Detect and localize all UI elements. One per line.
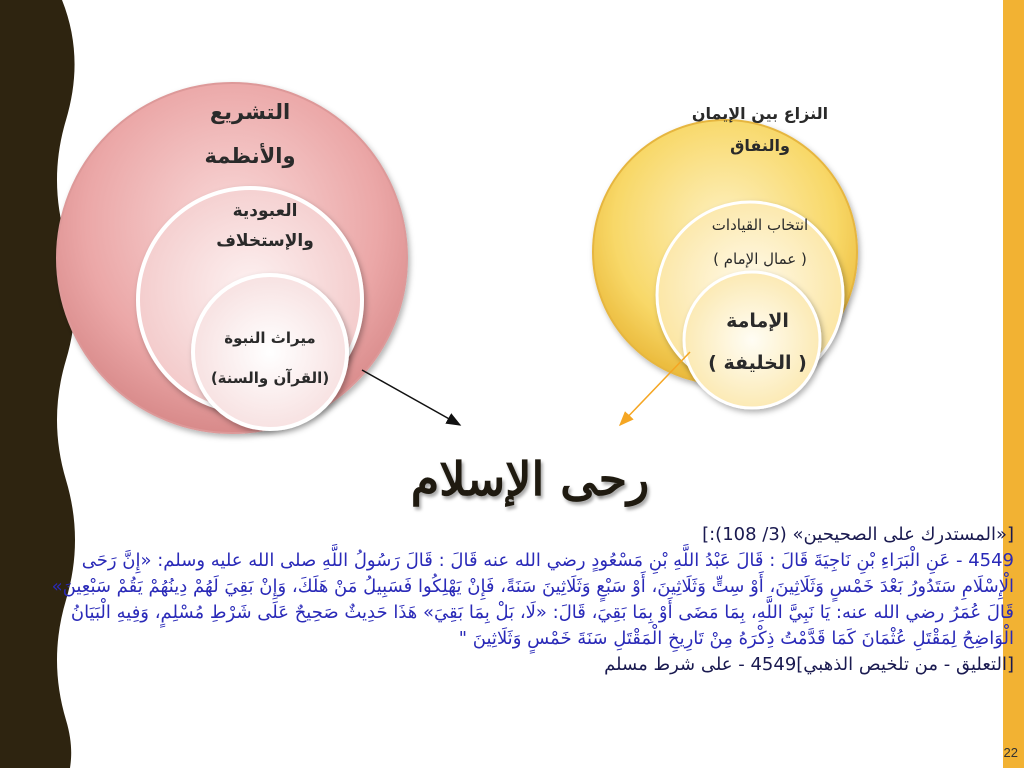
left-outer-line2: والأنظمة [204,144,296,168]
left-inner-line2: (القرآن والسنة) [210,369,330,387]
left-inner-line1: ميراث النبوة [224,329,316,347]
comment-line: [التعليق - من تلخيص الذهبي]4549 - على شرط مسلم [604,654,1014,675]
left-inner-label [205,318,335,398]
right-middle-label [690,208,830,276]
right-outer-line2: والنفاق [730,136,790,155]
left-middle-line1: العبودية [232,201,298,221]
right-inner-line1: الإمامة [726,310,789,332]
page-number: 22 [1003,745,1018,760]
left-arrow [362,370,460,425]
hadith-text-block [28,522,1014,678]
left-middle-label [200,196,330,256]
left-outer-line1: التشريع [209,100,291,124]
left-outer-label [190,90,310,178]
right-outer-line1: النزاع بين الإيمان [691,104,829,123]
hadith-paragraph: 4549 - عَنِ الْبَرَاءِ بْنِ نَاجِيَةَ قَالَ : قَالَ عَبْدُ اللَّهِ بْنِ مَسْعُودٍ رضي الله عنه قَالَ : قَالَ رَسُولُ اللَّهِ صلى الله عليه وسلم: «إِنَّ رَحَى الْإِسْلَامِ سَتَدُورُ بَعْدَ خَمْسٍ وَثَلَاثِينَ، أَوْ سِتٍّ وَثَلَاثِينَ، أَوْ سَبْعٍ وَثَلَاثِينَ سَنَةً، فَإِنْ يَهْلِكُوا فَسَبِيلُ مَنْ هَلَكَ، وَإِنْ بَقِيَ لَهُمْ دِينُهُمْ يَقُمْ سَبْعِينَ» قَالَ عُمَرُ رضي الله عنه: يَا نَبِيَّ اللَّهِ، بِمَا مَضَى أَوْ بِمَا بَقِيَ، قَالَ: «لَا، بَلْ بِمَا بَقِيَ» هَذَا حَدِيثٌ صَحِيحٌ عَلَى شَرْطِ مُسْلِمٍ، وَفِيهِ الْبَيَانُ الْوَاضِحُ لِمَقْتَلِ عُثْمَانَ كَمَا قَدَّمْتُ ذِكْرَهُ مِنْ تَارِيخِ الْمَقْتَلِ سَنَةَ خَمْسٍ وَثَلَاثِينَ " [51,550,1014,649]
source-line: [«المستدرك على الصحيحين» (3/ 108):] [702,524,1014,545]
slide-title: رحى الإسلام [410,452,650,506]
right-middle-line1: انتخاب القيادات [711,216,809,234]
right-inner-line2: ( الخليفة ) [708,352,807,374]
left-middle-line2: والإستخلاف [216,231,314,251]
right-inner-label [700,300,815,384]
right-outer-label [680,98,840,162]
right-middle-line2: ( عمال الإمام ) [713,250,807,268]
